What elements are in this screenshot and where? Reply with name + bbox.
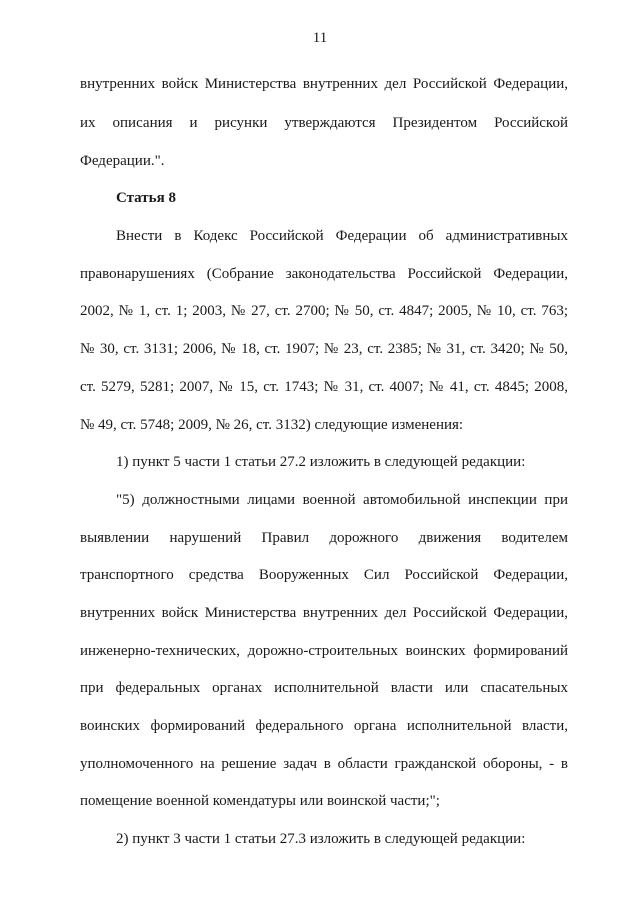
page-number: 11 (312, 30, 328, 46)
quote-line-6: при федеральных органах исполнительной власти или спасательных (80, 680, 568, 696)
quote-line-5: инженерно-технических, дорожно-строительных воинских формирований (80, 643, 568, 659)
item-1-line: 1) пункт 5 части 1 статьи 27.2 изложить в следующей редакции: (116, 454, 526, 470)
paragraph-intro-line-1: Внести в Кодекс Российской Федерации об административных (116, 228, 568, 244)
paragraph-intro-line-5: ст. 5279, 5281; 2007, № 15, ст. 1743; № 31, ст. 4007; № 41, ст. 4845; 2008, (80, 379, 568, 395)
paragraph-intro-line-6: № 49, ст. 5748; 2009, № 26, ст. 3132) следующие изменения: (80, 417, 464, 433)
paragraph-intro-line-3: 2002, № 1, ст. 1; 2003, № 27, ст. 2700; № 50, ст. 4847; 2005, № 10, ст. 763; (80, 303, 568, 319)
quote-line-2: выявлении нарушений Правил дорожного движения водителем (80, 530, 568, 546)
text-line-continuation-3: Федерации.". (80, 153, 165, 169)
paragraph-intro-line-4: № 30, ст. 3131; 2006, № 18, ст. 1907; № 23, ст. 2385; № 31, ст. 3420; № 50, (80, 341, 568, 357)
text-line-continuation-1: внутренних войск Министерства внутренних дел Российской Федерации, (80, 76, 568, 92)
quote-line-4: внутренних войск Министерства внутренних дел Российской Федерации, (80, 605, 568, 621)
item-2-line: 2) пункт 3 части 1 статьи 27.3 изложить в следующей редакции: (116, 831, 526, 847)
paragraph-intro-line-2: правонарушениях (Собрание законодательства Российской Федерации, (80, 266, 568, 282)
quote-line-1: "5) должностными лицами военной автомобильной инспекции при (116, 492, 568, 508)
text-line-continuation-2: их описания и рисунки утверждаются Президентом Российской (80, 115, 568, 131)
quote-line-7: воинских формирований федерального органа исполнительной власти, (80, 718, 568, 734)
quote-line-9: помещение военной комендатуры или воинской части;"; (80, 793, 440, 809)
quote-line-8: уполномоченного на решение задач в области гражданской обороны, - в (80, 756, 568, 772)
quote-line-3: транспортного средства Вооруженных Сил Российской Федерации, (80, 567, 568, 583)
article-heading: Статья 8 (116, 190, 176, 206)
